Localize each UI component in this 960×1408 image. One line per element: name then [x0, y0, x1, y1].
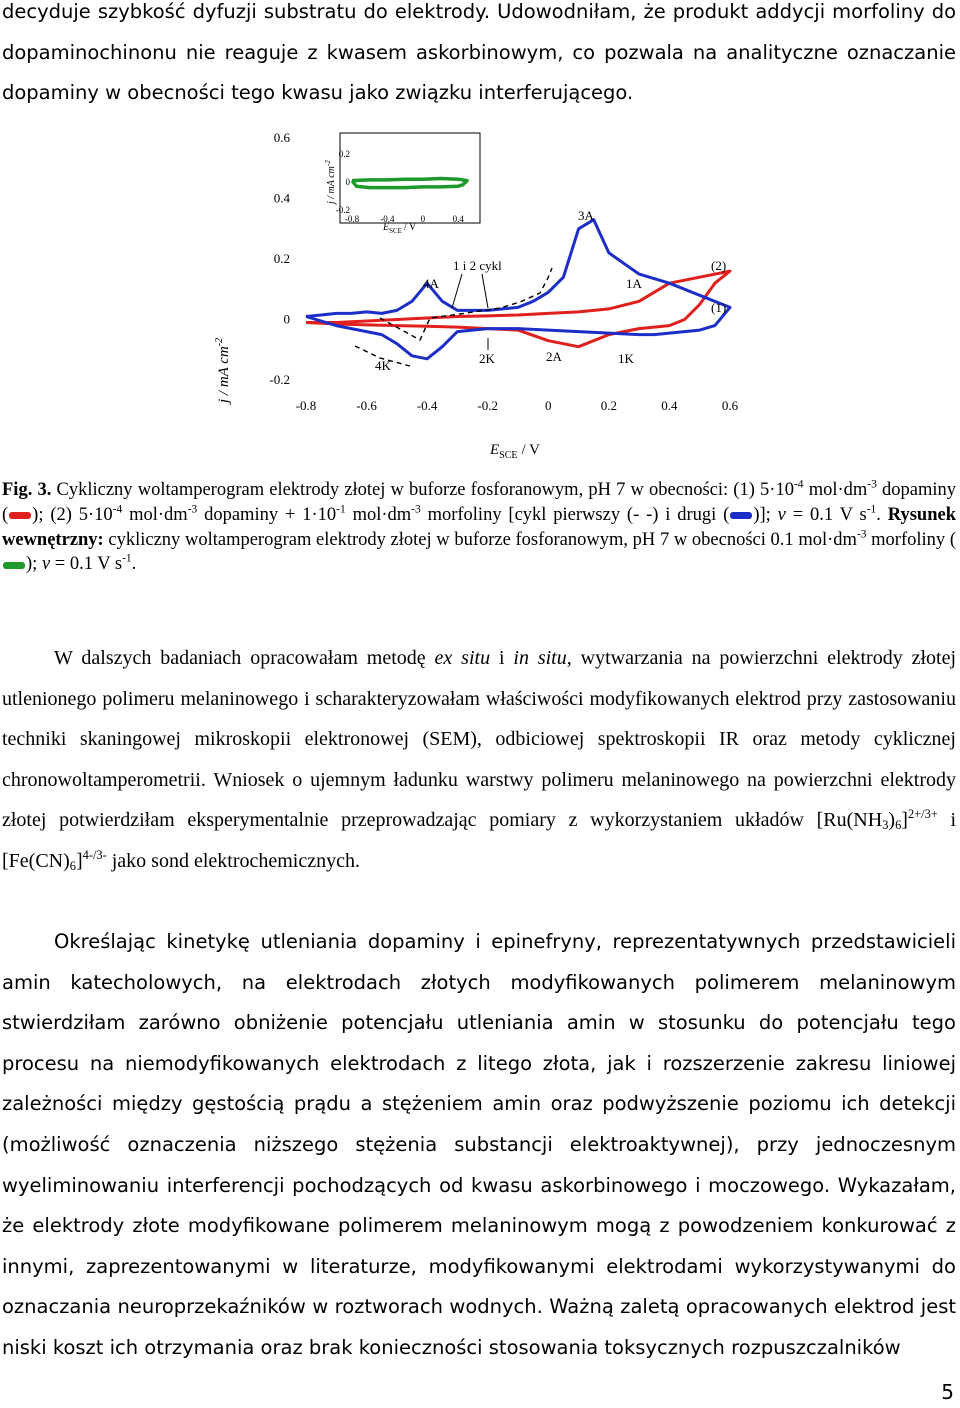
inset-y-tick-label: 0: [345, 177, 350, 187]
label-curve-1: (1): [711, 300, 727, 315]
x-tick-label: 0.2: [600, 398, 617, 413]
inset-y-tick-label: 0.2: [338, 149, 350, 159]
y-tick-label: 0.4: [273, 190, 290, 206]
label-2A: 2A: [546, 349, 562, 364]
paragraph-methods: W dalszych badaniach opracowałam metodę ex situ i in situ, wytwarzania na powierzchni elektrody złotej utlenionego polimeru melaninowego i scharakteryzowałam właściwości modyfikowanych elektrod przy zastosowaniu techniki skaningowej mikroskopii elektronowej (SEM), odbiciowej spektroskopii IR oraz metody cyklicznej chronowoltamperometrii. Wniosek o ujemnym ładunku warstwy polimeru melaninowego na powierzchni elektrody złotej potwierdziłam eksperymentalnie przeprowadzając pomiary z wykorzystaniem układów $[Ru(NH_3)_6]^{2+/3+}$ i $[Fe(CN)_6]^{4-/3-}$ jako sond elektrochemicznych.: [2, 647, 957, 874]
x-tick-label: -0.2: [477, 398, 499, 413]
page-number: 5: [941, 1380, 954, 1404]
x-axis-label: $E_{SCE}$ / V: [490, 442, 540, 461]
label-1K: 1K: [618, 351, 634, 366]
inset-y-tick-label: -0.2: [335, 205, 350, 215]
paragraph-kinetics: Określając kinetykę utleniania dopaminy i epinefryny, reprezentatywnych przedstawicieli amin katecholowych, na elektrodach złotych modyfikowanych polimerem melaninowym stwierdziłam zarówno obniżenie potencjału utleniania amin w stosunku do potencjału tego procesu na niemodyfikowanych elektrodach z litego złota, jak i rozszerzenie zakresu liniowej zależności między gęstością prądu a stężeniem amin oraz podwyższenie poziomu ich detekcji (możliwość oznaczenia niższego stężenia substancji elektroaktywnej), przy jednoczesnym wyeliminowaniu interferencji pochodzących od kwasu askorbinowego i moczowego. Wykazałam, że elektrody złote modyfikowane polimerem melaninowym mogą z powodzeniem konkurować z innymi, zaprezentowanymi w literaturze, modyfikowanymi elektrodami wykorzystywanymi do oznaczania neuroprzekaźników w roztworach wodnych. Ważną zaletą opracowanych elektrod jest niski koszt ich otrzymania oraz brak konieczności stosowania toksycznych rozpuszczalników: [2, 930, 956, 1359]
x-tick-label: 0.4: [661, 398, 678, 413]
label-2K: 2K: [479, 351, 495, 366]
green-line-swatch: [3, 562, 25, 569]
pointer-cycle-left: [452, 274, 462, 308]
x-tick-label: 0.6: [721, 398, 739, 413]
label-cycle: 1 i 2 cykl: [453, 258, 502, 273]
inset-y-axis-label: j / mA $cm^{-2}$: [324, 160, 337, 204]
pointer-cycle-right: [482, 274, 488, 308]
blue-line-swatch: [730, 512, 752, 519]
inset-x-tick-label: 0: [420, 214, 426, 224]
figure-caption: Fig. 3. Cykliczny woltamperogram elektrody złotej w buforze fosforanowym, pH 7 w obecności: (1) $5\cdot 10^{-4}$ $mol\cdot dm^{-3}$ dopaminy ( ); (2) $5\cdot 10^{-4}$ $mol\cdot dm^{-3}$ dopaminy + $1\cdot 10^{-1}$ $mol\cdot dm^{-3}$ morfoliny [cykl pierwszy (- -) i drugi ( )]; v = 0.1 V $s^{-1}$. Rysunek wewnętrzny: cykliczny woltamperogram elektrody złotej w buforze fosforanowym, pH 7 w obecności 0.1 $mol\cdot dm^{-3}$ morfoliny (); v = 0.1 V $s^{-1}$.: [2, 478, 957, 575]
x-tick-label: 0: [545, 398, 552, 413]
label-4A: 4A: [423, 276, 439, 291]
inset-x-tick-label: 0.4: [452, 214, 464, 224]
inset-x-axis-label: $E_{SCE}$ / V: [383, 222, 417, 235]
y-axis-label: j / mA $cm^{-2}$: [214, 337, 232, 403]
y-tick-label: -0.2: [269, 372, 290, 387]
x-tick-label: -0.8: [295, 398, 317, 413]
label-1A: 1A: [626, 276, 642, 291]
label-curve-2: (2): [711, 258, 727, 273]
y-tick-label: 0.2: [273, 251, 290, 266]
red-line-swatch: [9, 512, 31, 519]
inset-chart: [324, 133, 480, 235]
label-3A: 3A: [578, 208, 594, 223]
y-tick-label: 0: [283, 311, 290, 327]
x-tick-label: -0.4: [416, 398, 438, 413]
figure-cyclic-voltammogram: [0, 118, 960, 478]
caption-fig-label: Fig. 3.: [2, 480, 52, 500]
x-tick-label: -0.6: [356, 398, 377, 413]
series-line-blue: [306, 220, 730, 359]
y-tick-label: 0.6: [273, 130, 290, 145]
top-paragraph: decyduje szybkość dyfuzji substratu do elektrody. Udowodniłam, że produkt addycji morfoliny do dopaminochinonu nie reaguje z kwasem askorbinowym, co pozwala na analityczne oznaczanie dopaminy w obecności tego kwasu jako związku interferującego.: [2, 0, 956, 105]
caption-inset-heading: Rysunek wewnętrzny:: [2, 504, 957, 550]
inset-x-tick-label: -0.4: [380, 214, 395, 224]
label-4K: 4K: [375, 358, 391, 373]
voltammogram-chart: [0, 118, 960, 478]
inset-x-tick-label: -0.8: [344, 214, 360, 224]
